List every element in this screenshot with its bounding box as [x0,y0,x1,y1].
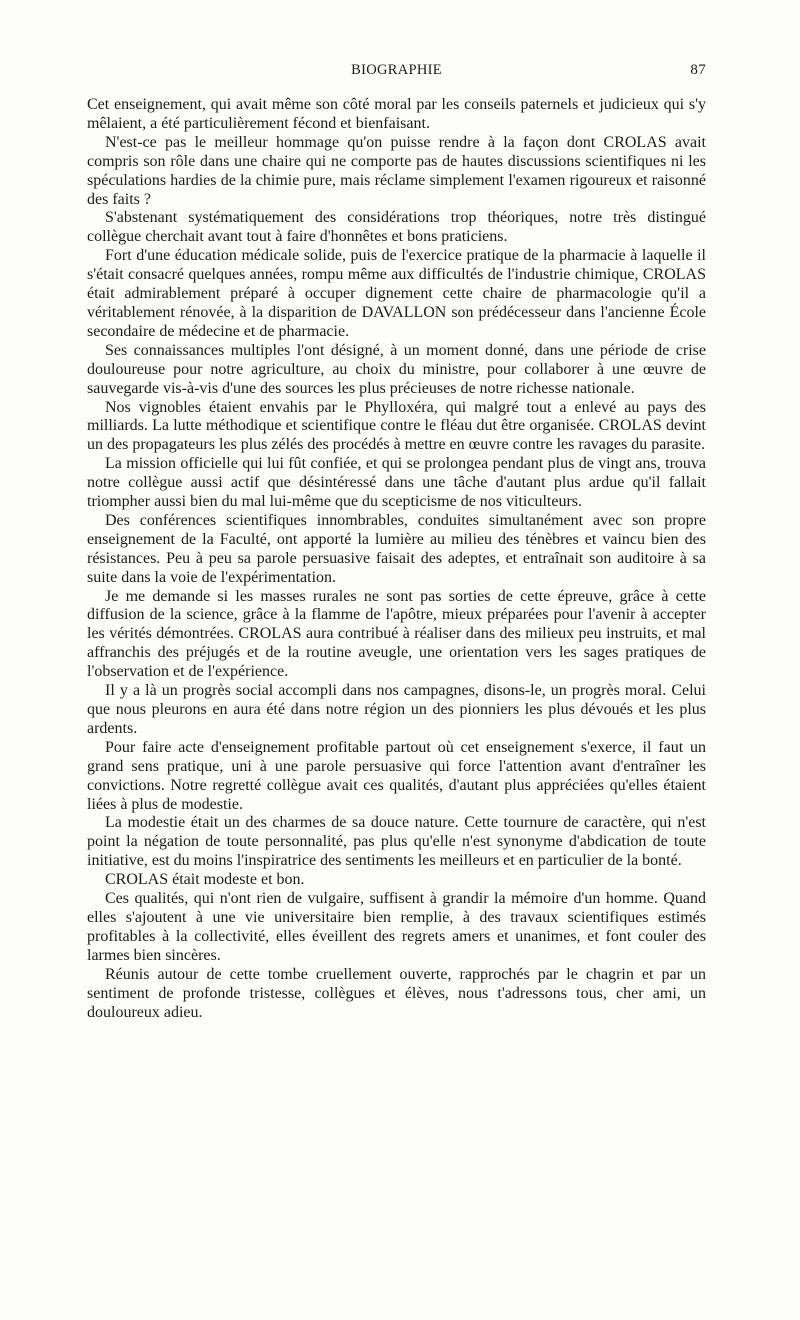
paragraph: N'est-ce pas le meilleur hommage qu'on puisse rendre à la façon dont CROLAS avait compris son rôle dans une chaire qui ne comporte pas de hautes discussions scientifiques ni les spéculations hardies de la chimie pure, mais réclame simplement l'examen rigoureux et raisonné des faits ? [87,133,706,208]
paragraph: Réunis autour de cette tombe cruellement ouverte, rapprochés par le chagrin et par un sentiment de profonde tristesse, collègues et élèves, nous t'adressons tous, cher ami, un douloureux adieu. [87,965,706,1021]
paragraph: La modestie était un des charmes de sa douce nature. Cette tournure de caractère, qui n'est point la négation de toute personnalité, pas plus qu'elle n'est synonyme d'abdication de toute initiative, est du moins l'inspiratrice des sentiments les meilleurs et en particulier de la bonté. [87,814,706,870]
paragraph: Ces qualités, qui n'ont rien de vulgaire, suffisent à grandir la mémoire d'un homme. Quand elles s'ajoutent à une vie universitaire bien remplie, à des travaux scientifiques estimés profitables à la collectivité, elles éveillent des regrets amers et unanimes, et font couler des larmes bien sincères. [87,890,706,964]
paragraph: Cet enseignement, qui avait même son côté moral par les conseils paternels et judicieux qui s'y mêlaient, a été particulièrement fécond et bienfaisant. [87,96,706,132]
paragraph: CROLAS était modeste et bon. [105,871,305,889]
body-text [87,96,706,1022]
paragraph: Pour faire acte d'enseignement profitable partout où cet enseignement s'exerce, il faut un grand sens pratique, uni à une parole persuasive qui force l'attention avant d'entraîner les convictions. Notre regretté collègue avait ces qualités, d'autant plus appréciées qu'elles étaient liées à plus de modestie. [87,738,706,813]
page-number: 87 [690,62,706,78]
running-head [87,62,706,86]
paragraph: Ses connaissances multiples l'ont désigné, à un moment donné, dans une période de crise douloureuse pour notre agriculture, au choix du ministre, pour collaborer à une œuvre de sauvegarde vis-à-vis d'une des sources les plus précieuses de notre richesse nationale. [87,341,706,397]
paragraph: Il y a là un progrès social accompli dans nos campagnes, disons-le, un progrès moral. Celui que nous pleurons en aura été dans notre région un des pionniers les plus dévoués et les plus ardents. [87,682,706,737]
running-title: BIOGRAPHIE [351,62,442,78]
document-page [87,62,706,1022]
paragraph: Fort d'une éducation médicale solide, puis de l'exercice pratique de la pharmacie à laquelle il s'était consacré quelques années, rompu même aux difficultés de l'industrie chimique, CROLAS était admirablement préparé à occuper dignement cette chaire de pharmacologie qu'il a véritablement rénovée, à la disparition de DAVALLON son prédécesseur dans l'ancienne École secondaire de médecine et de pharmacie. [87,247,706,340]
paragraph: Je me demande si les masses rurales ne sont pas sorties de cette épreuve, grâce à cette diffusion de la science, grâce à la flamme de l'apôtre, mieux préparées pour l'avenir à accepter les vérités démontrées. CROLAS aura contribué à réaliser dans des milieux peu instruits, et mal affranchis des préjugés et de la routine aveugle, une orientation vers les sages pratiques de l'observation et de l'expérience. [87,587,706,681]
paragraph: Des conférences scientifiques innombrables, conduites simultanément avec son propre enseignement de la Faculté, ont apporté la lumière au milieu des ténèbres et vaincu bien des résistances. Peu à peu sa parole persuasive faisait des adeptes, et entraînait son auditoire à sa suite dans la voie de l'expérimentation. [87,511,706,586]
paragraph: La mission officielle qui lui fût confiée, et qui se prolongea pendant plus de vingt ans, trouva notre collègue aussi actif que désintéressé dans une tâche d'autant plus ardue qu'il fallait triompher aussi bien du mal lui-même que du scepticisme de nos viticulteurs. [87,455,706,511]
paragraph: S'abstenant systématiquement des considérations trop théoriques, notre très distingué collègue cherchait avant tout à faire d'honnêtes et bons praticiens. [87,209,706,246]
paragraph: Nos vignobles étaient envahis par le Phylloxéra, qui malgré tout a enlevé au pays des milliards. La lutte méthodique et scientifique contre le fléau dut être organisée. CROLAS devint un des propagateurs les plus zélés des procédés à mettre en œuvre contre les ravages du parasite. [87,398,706,454]
